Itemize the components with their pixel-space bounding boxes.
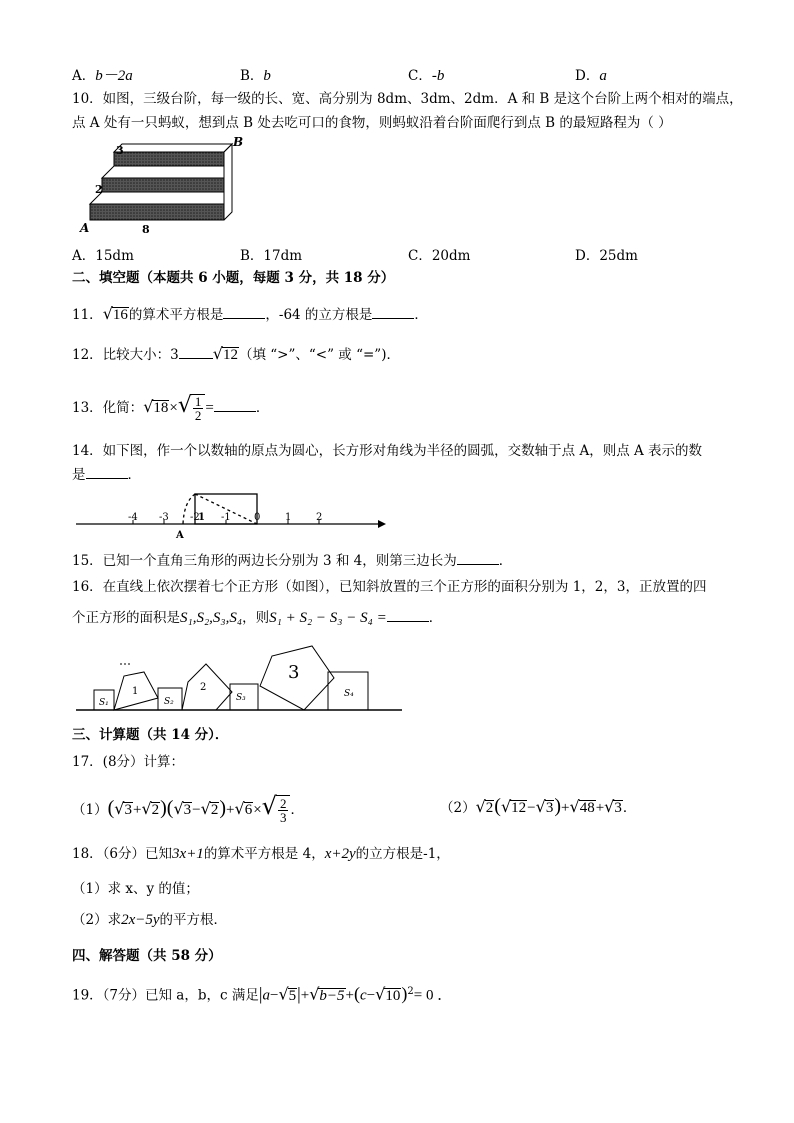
q14-stem-line2 bbox=[72, 465, 141, 485]
option-expr: -b bbox=[431, 68, 445, 84]
q18-p2-expr: 2x−5y bbox=[121, 912, 160, 928]
q12-radicand: 12 bbox=[222, 347, 238, 363]
q13-radicand: 18 bbox=[153, 400, 169, 416]
q9-option-c bbox=[408, 64, 444, 85]
q17-p1-r5: 6 bbox=[244, 802, 253, 818]
point-a-label: A bbox=[80, 221, 90, 235]
q17-p2-r1: 2 bbox=[485, 800, 494, 816]
option-letter: D． bbox=[575, 68, 600, 84]
length-label-8: 8 bbox=[142, 223, 150, 236]
axis-tick-label: 0 bbox=[254, 512, 261, 523]
axis-tick-label: -2 bbox=[190, 512, 200, 523]
q13-frac-num: 1 bbox=[194, 394, 202, 409]
square-s3-label: S₃ bbox=[236, 693, 246, 703]
q10-option-a: A．15dm bbox=[72, 248, 134, 264]
q17-p1-r3: 3 bbox=[183, 802, 192, 818]
q12-num: 12．比较大小：3 bbox=[72, 347, 179, 363]
q15-text: 15．已知一个直角三角形的两边长分别为 3 和 4，则第三边长为 bbox=[72, 553, 457, 569]
q11-radicand: 16 bbox=[112, 307, 128, 323]
q16-pre: 个正方形的面积是 bbox=[72, 610, 180, 626]
q18-p2-pre: （2）求 bbox=[72, 912, 122, 928]
q9-option-d bbox=[575, 64, 607, 85]
q18-p2-end: 的平方根． bbox=[159, 912, 228, 928]
axis-tick-label: 1 bbox=[285, 512, 292, 523]
q17-p1-frac-num: 2 bbox=[279, 796, 287, 811]
q14-stem-line1: 14．如下图，作一个以数轴的原点为圆心，长方形对角线为半径的圆弧，交数轴于点 A，则点 A 表示的数 bbox=[72, 443, 703, 459]
q19-r3: 10 bbox=[385, 987, 401, 1004]
q13: 13．化简：√18×√ $\frac{1}{2}$ = ． bbox=[72, 393, 270, 423]
axis-tick-label: -3 bbox=[159, 512, 169, 523]
q19-r2: b−5 bbox=[319, 987, 345, 1004]
axis-tick-label: 2 bbox=[316, 512, 323, 523]
q17-head: 17．(8分）计算： bbox=[72, 754, 185, 770]
q17-p1-r2: 2 bbox=[151, 802, 160, 818]
q13-blank[interactable] bbox=[214, 398, 256, 412]
rect-height-label: 1 bbox=[198, 512, 205, 523]
step-label-3: 3 bbox=[116, 144, 124, 157]
q13-times: × bbox=[169, 400, 178, 416]
q11-blank-2[interactable] bbox=[372, 305, 414, 319]
q13-end: ． bbox=[255, 400, 270, 416]
q14-stem-start: 是 bbox=[72, 467, 86, 483]
q12-end: （填 “>”、“<” 或 “=”)． bbox=[238, 347, 400, 363]
q17-p2-num: （2） bbox=[440, 800, 476, 816]
q10-option-b: B．17dm bbox=[240, 248, 303, 264]
q18-head-end: 的立方根是-1， bbox=[355, 846, 450, 862]
square-s2-label: S₂ bbox=[164, 697, 174, 707]
number-line-figure bbox=[76, 490, 386, 540]
q13-num: 13．化简： bbox=[72, 400, 144, 416]
q16-mid: ，则 bbox=[242, 610, 270, 626]
q17-p2-r3: 3 bbox=[545, 800, 554, 816]
option-letter: B． bbox=[240, 68, 264, 84]
q18-head bbox=[72, 844, 450, 864]
squares-figure bbox=[76, 642, 406, 720]
option-expr: b bbox=[263, 68, 271, 84]
q17-p2-r4: 48 bbox=[579, 800, 595, 816]
q17-p1-r1: 3 bbox=[124, 802, 132, 818]
axis-tick-label: -1 bbox=[221, 512, 231, 523]
staircase-figure bbox=[76, 134, 246, 234]
q9-option-b bbox=[240, 64, 271, 85]
q16-expr: S₁ + S₂ − S₃ − S₄ = bbox=[269, 610, 387, 626]
q10-option-c: C．20dm bbox=[408, 248, 471, 264]
step-label-2: 2 bbox=[95, 183, 103, 196]
q9-option-a bbox=[72, 64, 133, 85]
option-letter: A． bbox=[72, 68, 96, 84]
axis-ticks bbox=[128, 512, 322, 524]
option-expr: b－2a bbox=[95, 68, 133, 84]
q18-expr2: x+2y bbox=[324, 846, 356, 862]
q14-blank[interactable] bbox=[86, 465, 128, 479]
q18-head-pre: 18．（6分）已知 bbox=[72, 846, 173, 862]
q15 bbox=[72, 551, 512, 571]
q16-stem-line1: 16．在直线上依次摆着七个正方形（如图），已知斜放置的三个正方形的面积分别为 1，2，3，正放置的四 bbox=[72, 579, 707, 595]
q12-blank[interactable] bbox=[179, 345, 213, 359]
q18-head-mid: 的算术平方根是 4， bbox=[203, 846, 325, 862]
q16-sets: S₁,S₂,S₃,S₄ bbox=[180, 610, 243, 626]
q19-r1: 5 bbox=[288, 987, 297, 1004]
q17-p1-frac-den: 3 bbox=[279, 810, 287, 825]
q15-blank[interactable] bbox=[457, 551, 499, 565]
q14-end: ． bbox=[127, 467, 141, 483]
q18-expr1: 3x+1 bbox=[172, 846, 204, 862]
q16-blank[interactable] bbox=[387, 608, 429, 622]
square-1-label: 1 bbox=[132, 686, 139, 697]
q17-part2: （2）√2(√12−√3)+√48+√3． bbox=[440, 795, 637, 817]
q11-num: 11． bbox=[72, 307, 103, 323]
q10-stem-line1: 10．如图，三级台阶，每一级的长、宽、高分别为 8dm、3dm、2dm．A 和 B 是这个台阶上两个相对的端点， bbox=[72, 91, 743, 107]
q16-stem-line2 bbox=[72, 608, 442, 628]
section-4-title: 四、解答题（共 58 分） bbox=[72, 948, 222, 964]
q17-p1-num: （1） bbox=[72, 802, 108, 818]
section-2-title: 二、填空题（本题共 6 小题，每题 3 分，共 18 分） bbox=[72, 270, 395, 286]
q19: 19．（7分）已知 a，b，c 满足$|a-√5|+√b-5+(c-√10)^2= 0$ ． bbox=[72, 983, 453, 1004]
q15-end: ． bbox=[498, 553, 513, 569]
q16-end: ． bbox=[428, 610, 443, 626]
section-3-title: 三、计算题（共 14 分）． bbox=[72, 727, 229, 743]
q11-end: ． bbox=[414, 307, 428, 323]
square-3-label: 3 bbox=[288, 662, 300, 683]
q10-option-d: D．25dm bbox=[575, 248, 638, 264]
q17-p1-r4: 2 bbox=[210, 802, 219, 818]
axis-point-a: A bbox=[176, 530, 184, 541]
q18-part2 bbox=[72, 910, 227, 930]
q10-stem-line2: 点 A 处有一只蚂蚁，想到点 B 处去吃可口的食物，则蚂蚁沿着台阶面爬行到点 B 的最短路程为（ ） bbox=[72, 115, 672, 131]
q11: 11．√16的算术平方根是 ，-64 的立方根是 ． bbox=[72, 304, 428, 323]
square-s4-label: S₄ bbox=[344, 689, 354, 699]
axis-tick-label: -4 bbox=[128, 512, 138, 523]
option-expr: a bbox=[599, 68, 607, 84]
option-letter: C． bbox=[408, 68, 432, 84]
q19-pre: 19．（7分）已知 a，b，c 满足 bbox=[72, 987, 259, 1004]
q11-blank-1[interactable] bbox=[223, 305, 265, 319]
square-s1-label: S₁ bbox=[99, 698, 109, 708]
q12: 12．比较大小：3 √12（填 “>”、“<” 或 “=”)． bbox=[72, 344, 400, 363]
q13-eq: = bbox=[205, 400, 214, 416]
point-b-label: B bbox=[233, 135, 244, 149]
q13-frac-den: 2 bbox=[194, 408, 202, 423]
square-2-label: 2 bbox=[200, 682, 207, 693]
q17-p2-r2: 12 bbox=[511, 800, 527, 816]
q17-p2-r5: 3 bbox=[614, 800, 622, 816]
q19-end: = 0 ． bbox=[413, 987, 453, 1004]
q11-mid2: ，-64 的立方根是 bbox=[265, 307, 373, 323]
q11-mid: 的算术平方根是 bbox=[128, 307, 224, 323]
q18-part1: （1）求 x、y 的值； bbox=[72, 881, 199, 897]
q17-part1: （1）(√3+√2)(√3−√2)+√6×√ $\frac{2}{3}$ ． bbox=[72, 792, 304, 825]
